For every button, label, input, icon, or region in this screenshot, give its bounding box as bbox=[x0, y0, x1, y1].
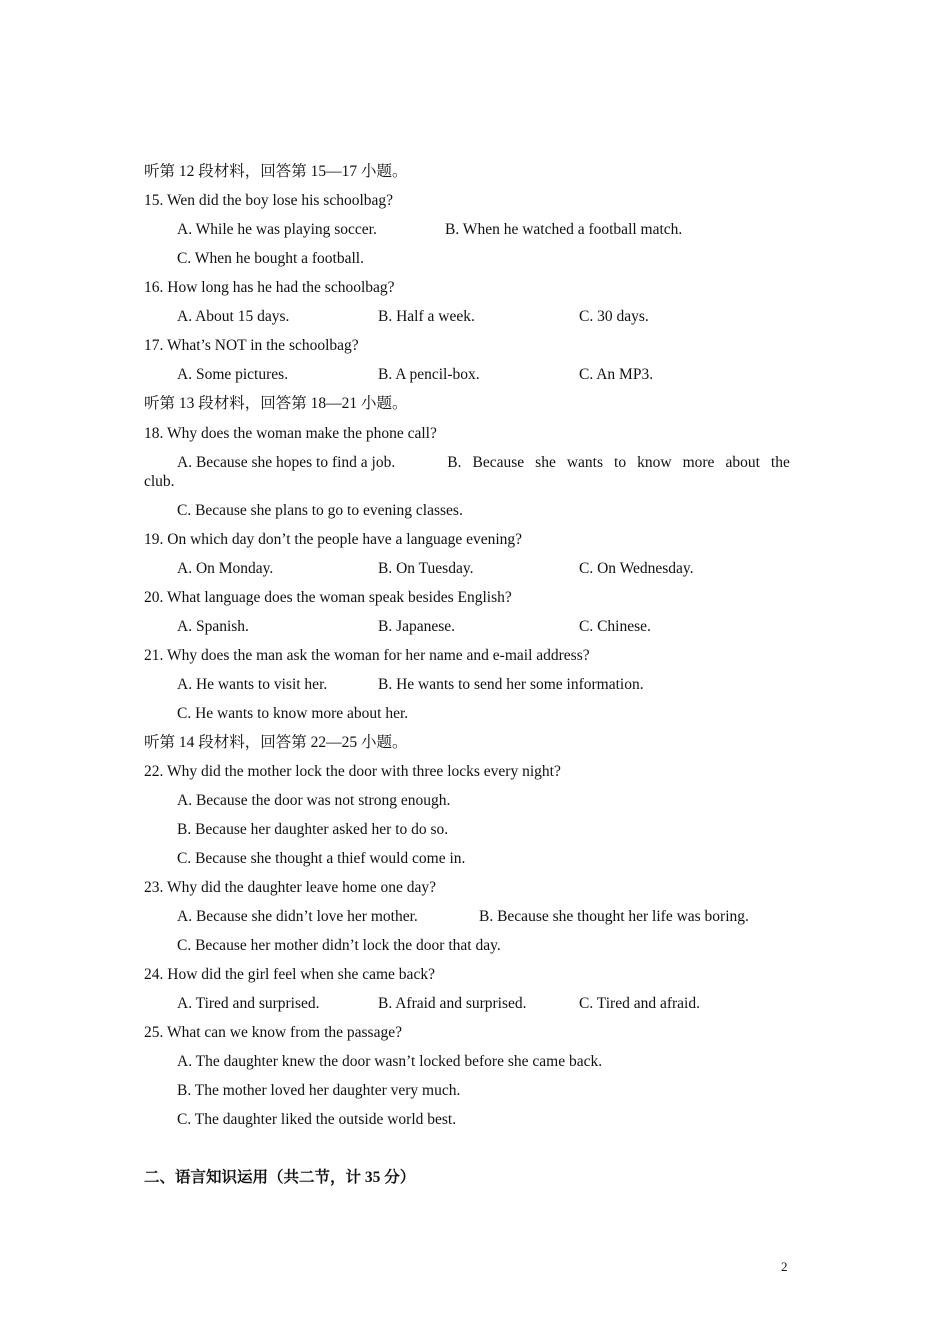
q18-option-b-word: about bbox=[725, 454, 760, 471]
q18-option-b-word: to bbox=[614, 454, 627, 471]
q20-stem: 20. What language does the woman speak besides English? bbox=[144, 589, 512, 606]
q15-stem: 15. Wen did the boy lose his schoolbag? bbox=[144, 192, 394, 209]
q25-stem: 25. What can we know from the passage? bbox=[144, 1024, 402, 1041]
q24-stem: 24. How did the girl feel when she came back? bbox=[144, 966, 435, 983]
q17-option-c: C. An MP3. bbox=[579, 366, 654, 383]
q25-option-a: A. The daughter knew the door wasn’t locked before she came back. bbox=[177, 1053, 603, 1070]
q23-option-a: A. Because she didn’t love her mother. bbox=[177, 908, 418, 925]
q18-option-b-word: wants bbox=[566, 454, 604, 471]
q16-option-c: C. 30 days. bbox=[579, 308, 649, 325]
q23-stem: 23. Why did the daughter leave home one day? bbox=[144, 879, 436, 896]
q18-option-a: A. Because she hopes to find a job. bbox=[177, 454, 396, 471]
q20-option-c: C. Chinese. bbox=[579, 618, 651, 635]
q18-option-b-word: know bbox=[637, 454, 672, 471]
q18-option-b-word: Because bbox=[472, 454, 525, 471]
q22-option-b: B. Because her daughter asked her to do so. bbox=[177, 821, 449, 838]
q19-option-c: C. On Wednesday. bbox=[579, 560, 694, 577]
q18-option-c: C. Because she plans to go to evening classes. bbox=[177, 502, 463, 519]
q19-option-a: A. On Monday. bbox=[177, 560, 274, 577]
q18-option-b-word: she bbox=[535, 454, 556, 471]
q16-stem: 16. How long has he had the schoolbag? bbox=[144, 279, 395, 296]
q23-option-c: C. Because her mother didn’t lock the door that day. bbox=[177, 937, 501, 954]
q24-option-a: A. Tired and surprised. bbox=[177, 995, 320, 1012]
part-2-heading: 二、语言知识运用（共二节，计 35 分） bbox=[144, 1169, 416, 1186]
q20-option-b: B. Japanese. bbox=[378, 618, 456, 635]
q16-option-a: A. About 15 days. bbox=[177, 308, 290, 325]
q20-option-a: A. Spanish. bbox=[177, 618, 249, 635]
section-13-header: 听第 13 段材料，回答第 18—21 小题。 bbox=[144, 395, 408, 412]
q17-option-a: A. Some pictures. bbox=[177, 366, 289, 383]
q18-option-b-wrap: club. bbox=[144, 473, 175, 490]
q22-option-a: A. Because the door was not strong enough. bbox=[177, 792, 451, 809]
q22-option-c: C. Because she thought a thief would come in. bbox=[177, 850, 466, 867]
section-12-header: 听第 12 段材料，回答第 15—17 小题。 bbox=[144, 163, 408, 180]
q25-option-c: C. The daughter liked the outside world best. bbox=[177, 1111, 457, 1128]
q21-option-a: A. He wants to visit her. bbox=[177, 676, 328, 693]
page-number: 2 bbox=[781, 1259, 788, 1274]
q18-stem: 18. Why does the woman make the phone call? bbox=[144, 425, 437, 442]
q15-option-c: C. When he bought a football. bbox=[177, 250, 364, 267]
q17-stem: 17. What’s NOT in the schoolbag? bbox=[144, 337, 359, 354]
q15-option-a: A. While he was playing soccer. bbox=[177, 221, 377, 238]
q16-option-b: B. Half a week. bbox=[378, 308, 475, 325]
q21-option-b: B. He wants to send her some information. bbox=[378, 676, 644, 693]
q24-option-b: B. Afraid and surprised. bbox=[378, 995, 527, 1012]
q24-option-c: C. Tired and afraid. bbox=[579, 995, 700, 1012]
q19-stem: 19. On which day don’t the people have a language evening? bbox=[144, 531, 523, 548]
q19-option-b: B. On Tuesday. bbox=[378, 560, 474, 577]
q15-option-b: B. When he watched a football match. bbox=[445, 221, 683, 238]
q17-option-b: B. A pencil-box. bbox=[378, 366, 480, 383]
q18-options-ab bbox=[144, 453, 790, 473]
q21-option-c: C. He wants to know more about her. bbox=[177, 705, 409, 722]
q18-option-b-word: the bbox=[770, 454, 790, 471]
q22-stem: 22. Why did the mother lock the door with three locks every night? bbox=[144, 763, 561, 780]
q25-option-b: B. The mother loved her daughter very much. bbox=[177, 1082, 461, 1099]
q18-option-b-word: B. bbox=[447, 454, 462, 471]
q23-option-b: B. Because she thought her life was boring. bbox=[479, 908, 749, 925]
section-14-header: 听第 14 段材料，回答第 22—25 小题。 bbox=[144, 734, 408, 751]
q21-stem: 21. Why does the man ask the woman for her name and e-mail address? bbox=[144, 647, 590, 664]
q18-option-b-word: more bbox=[682, 454, 715, 471]
